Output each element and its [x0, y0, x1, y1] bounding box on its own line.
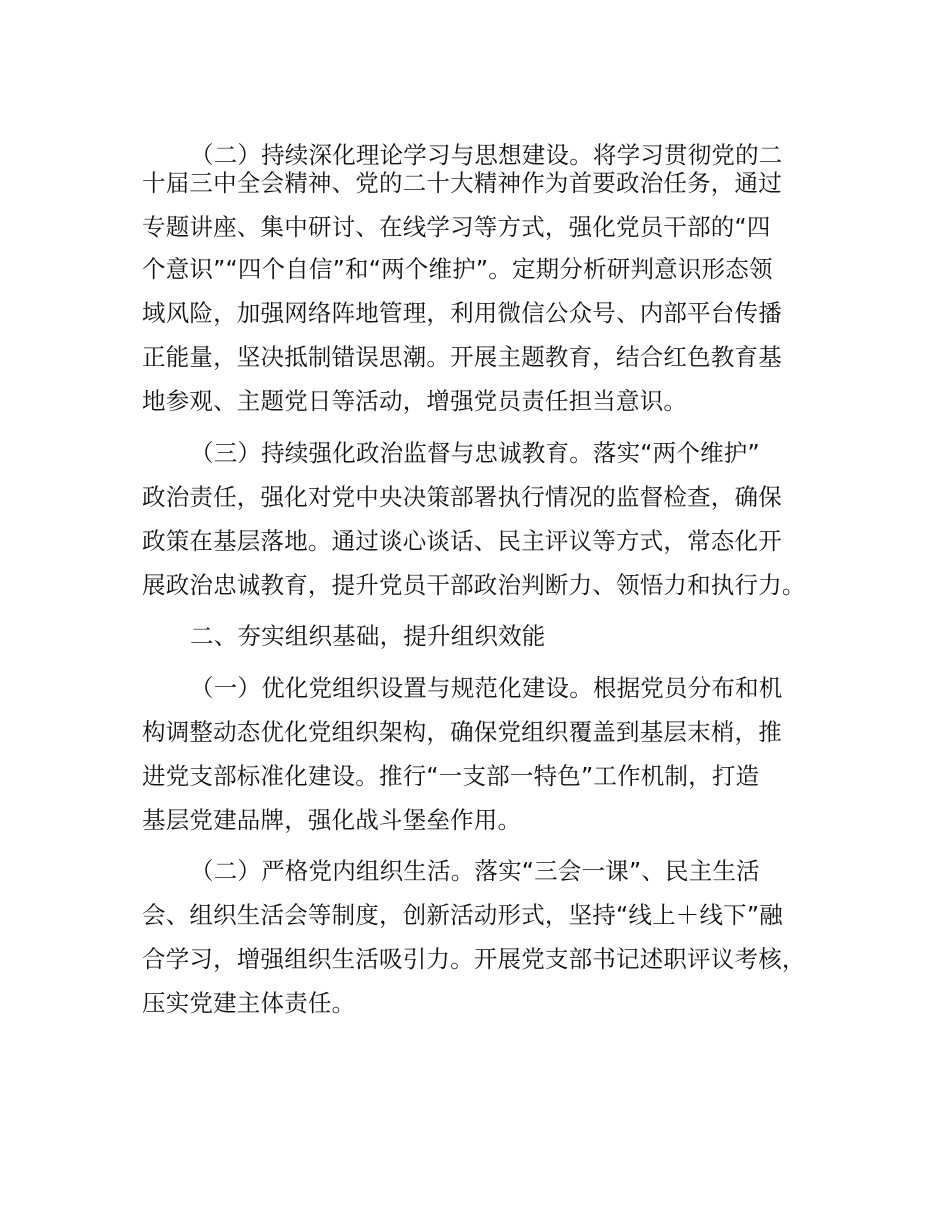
paragraph-line: （二）持续深化理论学习与思想建设。将学习贯彻党的二 — [190, 141, 783, 169]
paragraph-line: 合学习，增强组织生活吸引力。开展党支部书记述职评议考核， — [142, 945, 806, 973]
paragraph-line: 地参观、主题党日等活动，增强党员责任担当意识。 — [142, 387, 688, 415]
paragraph-line: 会、组织生活会等制度，创新活动形式，坚持“线上＋线下”融 — [142, 901, 783, 929]
paragraph-line: 正能量，坚决抵制错误思潮。开展主题教育，结合红色教育基 — [142, 343, 782, 371]
paragraph-line: 个意识”“四个自信”和“两个维护”。定期分析研判意识形态领 — [142, 255, 773, 283]
paragraph-line: 压实党建主体责任。 — [142, 989, 356, 1017]
paragraph-line: 构调整动态优化党组织架构，确保党组织覆盖到基层末梢，推 — [142, 718, 782, 746]
paragraph-line: 展政治忠诚教育，提升党员干部政治判断力、领悟力和执行力。 — [142, 571, 806, 599]
paragraph-line: 政策在基层落地。通过谈心谈话、民主评议等方式，常态化开 — [142, 527, 782, 555]
paragraph-line: 十届三中全会精神、党的二十大精神作为首要政治任务，通过 — [142, 169, 782, 197]
paragraph-line: 政治责任，强化对党中央决策部署执行情况的监督检查，确保 — [142, 483, 782, 511]
paragraph-line: 域风险，加强网络阵地管理，利用微信公众号、内部平台传播 — [142, 299, 782, 327]
section-heading: 二、夯实组织基础，提升组织效能 — [190, 622, 546, 650]
paragraph-line: 专题讲座、集中研讨、在线学习等方式，强化党员干部的“四 — [142, 213, 771, 241]
paragraph-line: 进党支部标准化建设。推行“一支部一特色”工作机制，打造 — [142, 762, 760, 790]
paragraph-line: （三）持续强化政治监督与忠诚教育。落实“两个维护” — [190, 439, 760, 467]
paragraph-line: （一）优化党组织设置与规范化建设。根据党员分布和机 — [190, 674, 783, 702]
paragraph-line: 基层党建品牌，强化战斗堡垒作用。 — [142, 806, 522, 834]
paragraph-line: （二）严格党内组织生活。落实“三会一课”、民主生活 — [190, 857, 760, 885]
